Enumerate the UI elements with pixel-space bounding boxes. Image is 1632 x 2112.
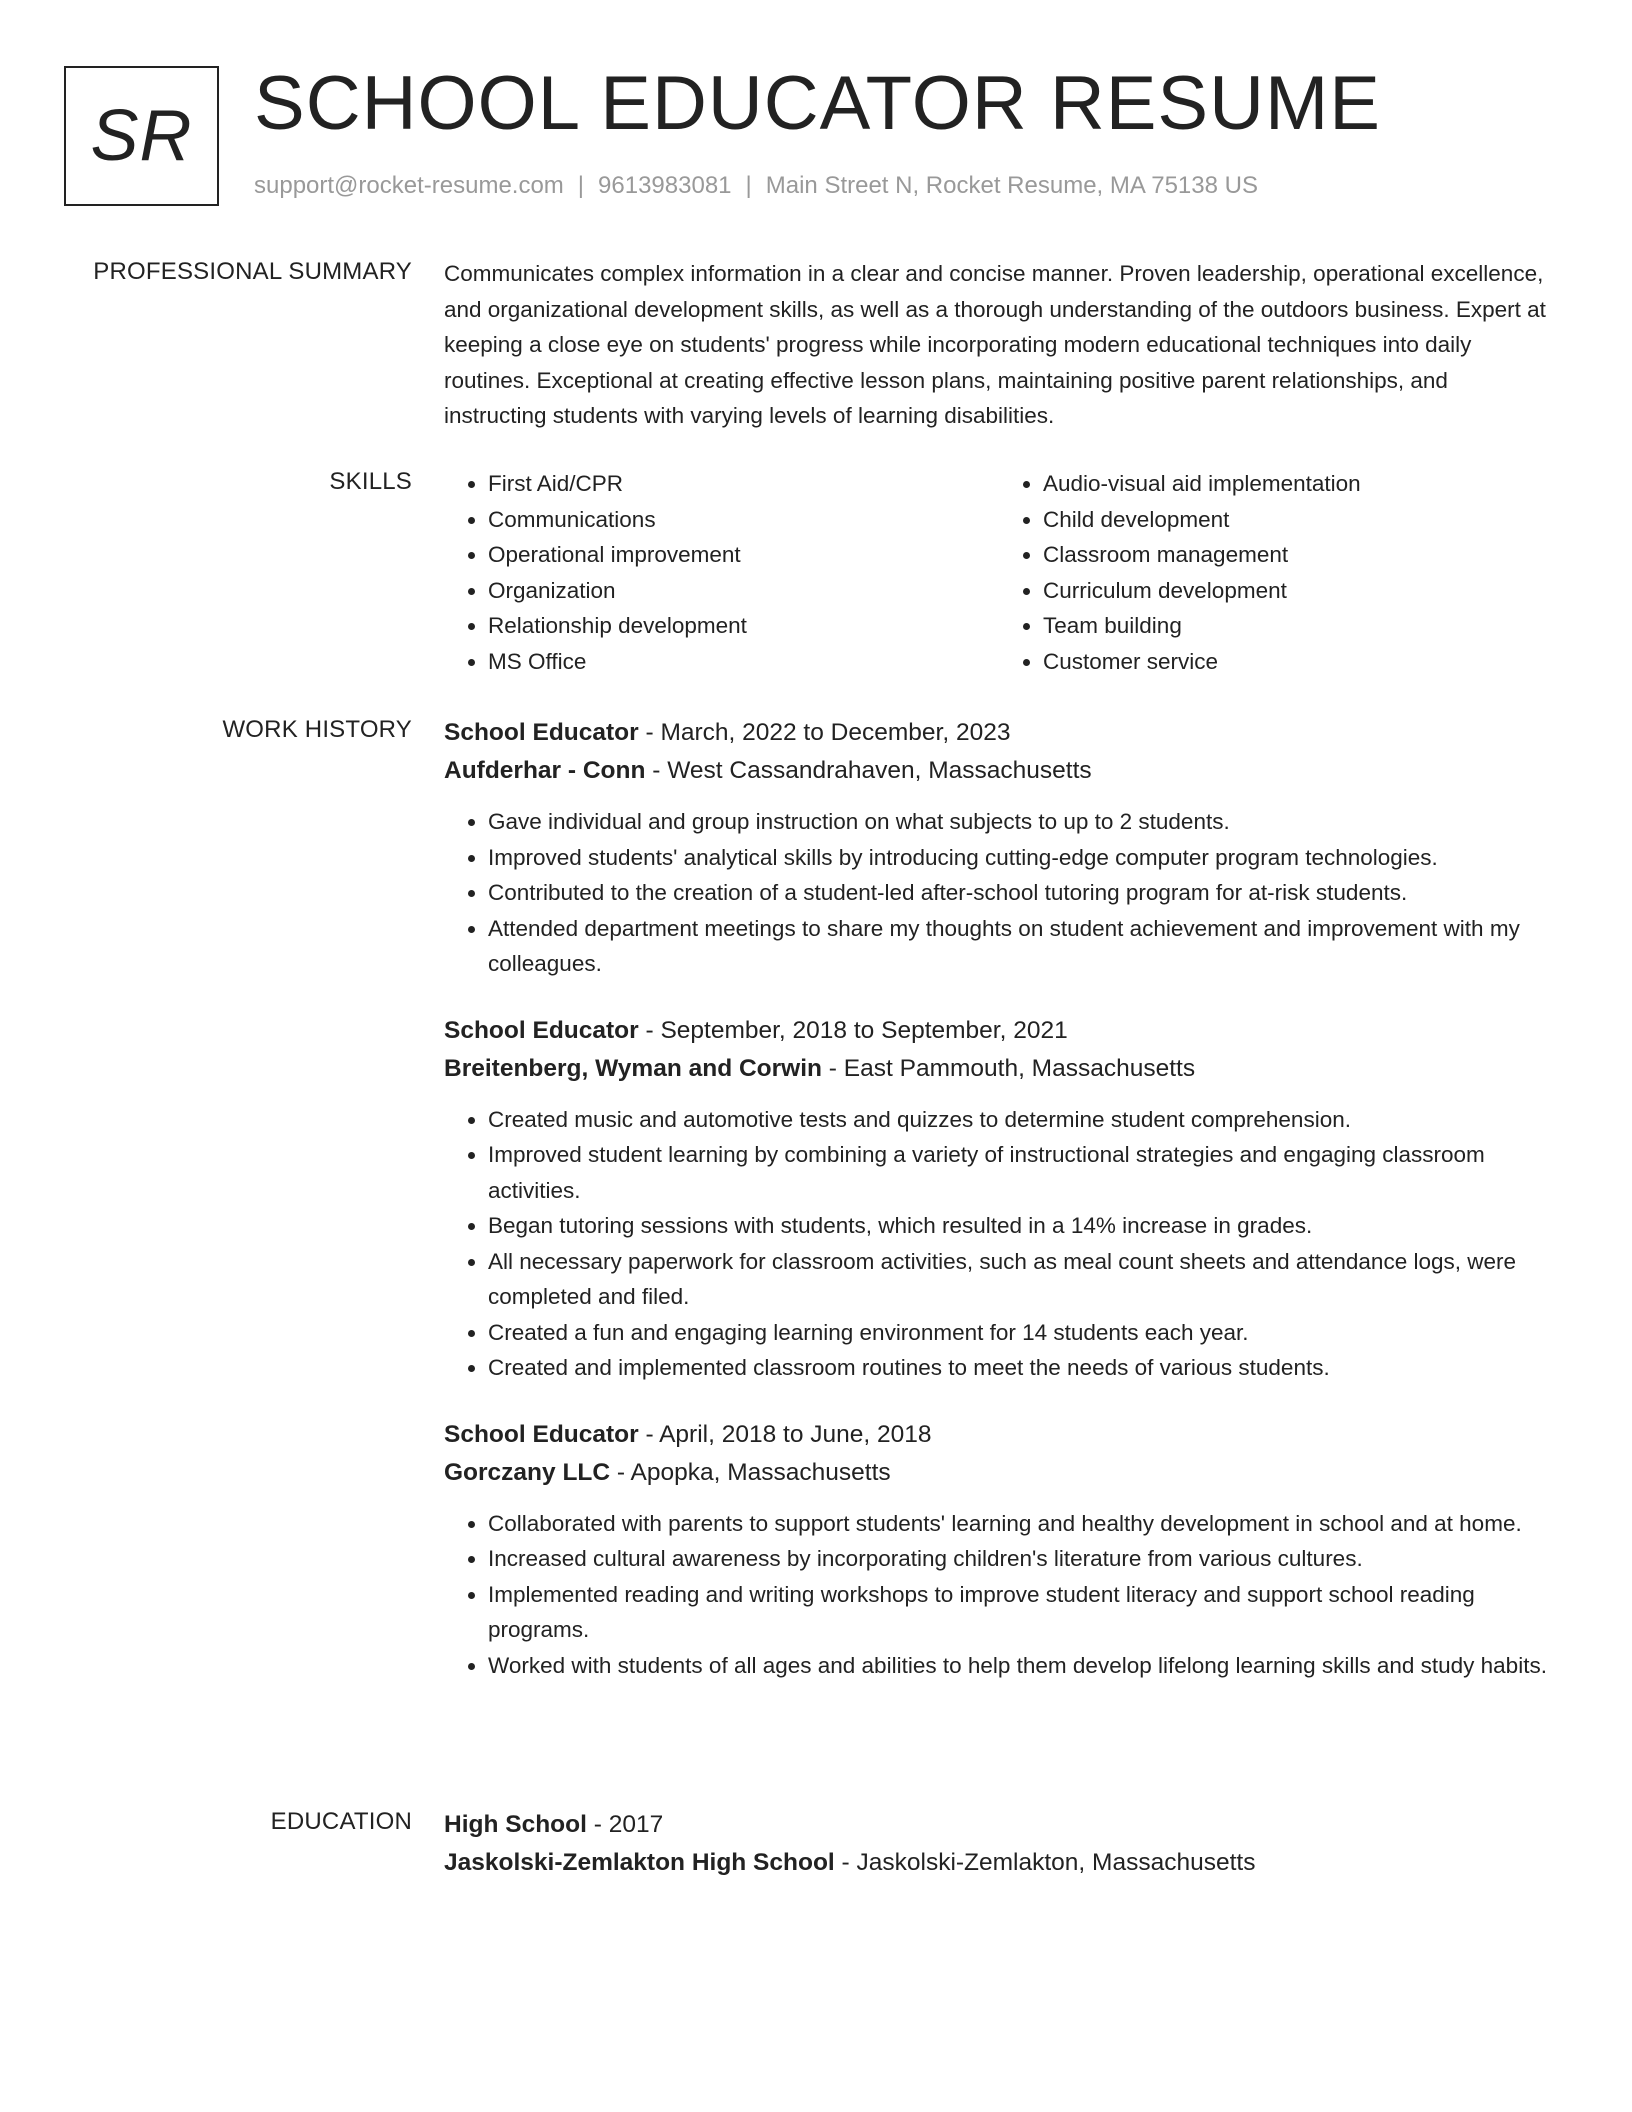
job-dates: - September, 2018 to September, 2021	[638, 1016, 1068, 1044]
job-bullet: • Gave individual and group instruction on what subjects to up to 2 students.	[488, 804, 1554, 840]
skills-column-left	[444, 466, 999, 679]
job-bullet: • Worked with students of all ages and abilities to help them develop lifelong learning skills and study habits.	[488, 1648, 1554, 1684]
skill-item: • Communications	[488, 502, 999, 538]
job-entry	[444, 1416, 1554, 1684]
job-employer-line	[444, 752, 1554, 790]
job-bullets	[444, 1102, 1554, 1386]
job-entry	[444, 1012, 1554, 1386]
summary-text: Communicates complex information in a clear and concise manner. Proven leadership, operational excellence, and organizational development skills, as well as a thorough understanding of the outdoors business. Expert at keeping a close eye on students' progress while incorporating modern educational techniques into daily routines. Exceptional at creating effective lesson plans, maintaining positive parent relationships, and instructing students with varying levels of learning disabilities.	[444, 261, 1546, 428]
contact-line	[254, 172, 1258, 200]
job-title-line	[444, 1416, 1554, 1454]
job-bullet: • Began tutoring sessions with students, which resulted in a 14% increase in grades.	[488, 1208, 1554, 1244]
job-bullets	[444, 804, 1554, 982]
section-heading-education: EDUCATION	[270, 1808, 412, 1835]
job-bullet: • Contributed to the creation of a student-led after-school tutoring program for at-risk students.	[488, 875, 1554, 911]
job-bullet: • Collaborated with parents to support students' learning and healthy development in school and at home.	[488, 1506, 1554, 1542]
skill-item: • Audio-visual aid implementation	[1043, 466, 1554, 502]
job-bullet: • Created music and automotive tests and quizzes to determine student comprehension.	[488, 1102, 1554, 1138]
skill-item: • Child development	[1043, 502, 1554, 538]
job-bullet: • Improved student learning by combining a variety of instructional strategies and engaging classroom activities.	[488, 1137, 1554, 1208]
education-school-line	[444, 1844, 1554, 1882]
job-bullets	[444, 1506, 1554, 1684]
section-heading-skills: SKILLS	[329, 468, 412, 495]
skills-list	[444, 466, 1554, 679]
education-degree-line	[444, 1806, 1554, 1844]
job-dates: - March, 2022 to December, 2023	[638, 719, 1011, 746]
job-location: - East Pammouth, Massachusetts	[822, 1054, 1196, 1082]
skill-item: • MS Office	[488, 644, 999, 680]
skill-item: • Relationship development	[488, 608, 999, 644]
section-heading-summary: PROFESSIONAL SUMMARY	[93, 258, 412, 285]
contact-address: Main Street N, Rocket Resume, MA 75138 US	[765, 172, 1258, 199]
job-title: School Educator	[444, 1420, 639, 1448]
skill-item: • Curriculum development	[1043, 573, 1554, 609]
resume-header	[64, 61, 1564, 214]
education-degree: High School	[444, 1811, 587, 1838]
job-bullet: • All necessary paperwork for classroom activities, such as meal count sheets and attendance logs, were completed and filed.	[488, 1244, 1554, 1315]
skill-item: • Team building	[1043, 608, 1554, 644]
skill-item: • First Aid/CPR	[488, 466, 999, 502]
job-title-line	[444, 714, 1554, 752]
contact-phone: 9613983081	[598, 172, 732, 199]
job-employer-line	[444, 1050, 1554, 1088]
education-entry	[444, 1806, 1554, 1882]
section-heading-work: WORK HISTORY	[222, 716, 412, 743]
job-employer: Aufderhar - Conn	[444, 757, 646, 784]
job-employer-line	[444, 1454, 1554, 1492]
contact-separator: |	[745, 172, 752, 199]
skills-column-right	[999, 466, 1554, 679]
skill-item: • Operational improvement	[488, 537, 999, 573]
skill-item: • Customer service	[1043, 644, 1554, 680]
job-bullet: • Increased cultural awareness by incorporating children's literature from various cultures.	[488, 1541, 1554, 1577]
job-employer: Gorczany LLC	[444, 1458, 611, 1486]
job-entry	[444, 714, 1554, 982]
job-location: - Apopka, Massachusetts	[610, 1458, 891, 1486]
monogram-logo: SR	[64, 66, 219, 206]
job-bullet: • Improved students' analytical skills by introducing cutting-edge computer program technologies.	[488, 840, 1554, 876]
skill-item: • Classroom management	[1043, 537, 1554, 573]
contact-email: support@rocket-resume.com	[254, 172, 564, 199]
job-bullet: • Created a fun and engaging learning environment for 14 students each year.	[488, 1315, 1554, 1351]
education-year: - 2017	[586, 1811, 664, 1838]
job-employer: Breitenberg, Wyman and Corwin	[444, 1054, 822, 1082]
work-history-list	[444, 714, 1554, 1713]
job-bullet: • Created and implemented classroom routines to meet the needs of various students.	[488, 1350, 1554, 1386]
job-location: - West Cassandrahaven, Massachusetts	[645, 757, 1092, 784]
job-dates: - April, 2018 to June, 2018	[638, 1420, 932, 1448]
education-school: Jaskolski-Zemlakton High School	[444, 1849, 835, 1876]
job-bullet: • Implemented reading and writing workshops to improve student literacy and support school reading programs.	[488, 1577, 1554, 1648]
job-title: School Educator	[444, 1016, 639, 1044]
job-title: School Educator	[444, 719, 639, 746]
job-bullet: • Attended department meetings to share my thoughts on student achievement and improvement with my colleagues.	[488, 911, 1554, 982]
skill-item: • Organization	[488, 573, 999, 609]
education-location: - Jaskolski-Zemlakton, Massachusetts	[834, 1849, 1256, 1876]
resume-title: SCHOOL EDUCATOR RESUME	[254, 61, 1381, 146]
contact-separator: |	[577, 172, 585, 199]
job-title-line	[444, 1012, 1554, 1050]
